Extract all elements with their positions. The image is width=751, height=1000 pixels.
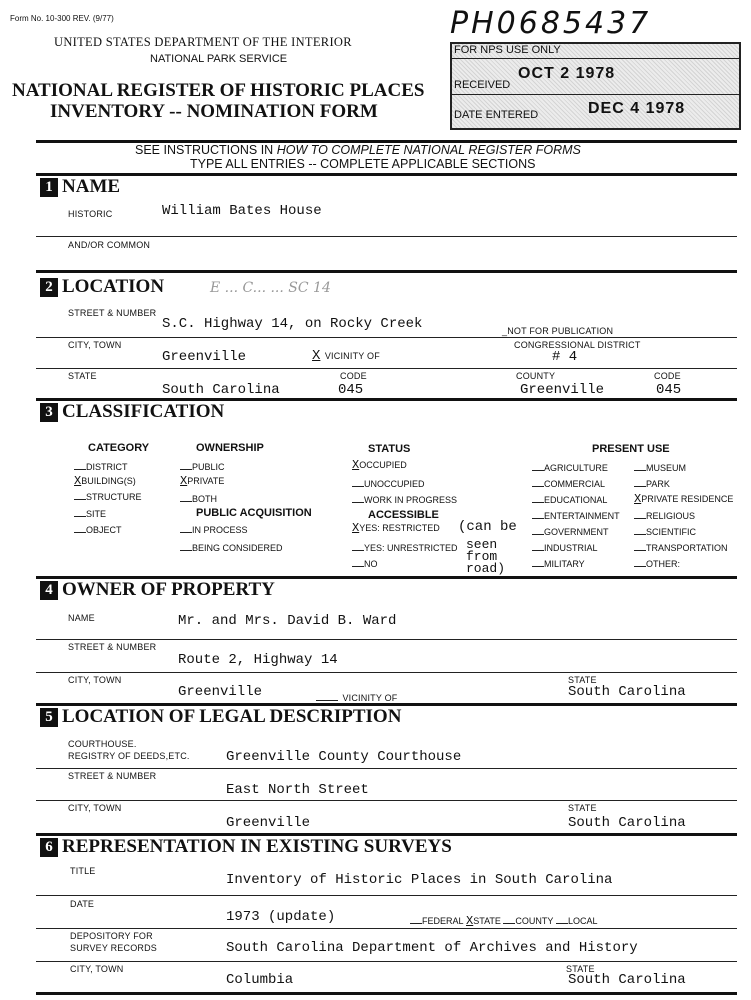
access-note-3: from bbox=[466, 549, 498, 564]
not-for-publication: _NOT FOR PUBLICATION bbox=[502, 326, 614, 336]
access-note-4: road) bbox=[466, 561, 506, 576]
use-educational: EDUCATIONAL bbox=[532, 494, 607, 505]
legal-city: Greenville bbox=[226, 815, 311, 831]
handwritten-reference-number: PH0685437 bbox=[450, 6, 652, 41]
faint-handwriting: E ... C... ... SC 14 bbox=[210, 280, 331, 296]
survey-state: South Carolina bbox=[568, 972, 686, 988]
use-religious: RELIGIOUS bbox=[634, 510, 695, 521]
category-buildings: XBUILDING(S) bbox=[74, 474, 136, 488]
public-acquisition-heading: PUBLIC ACQUISITION bbox=[196, 507, 312, 519]
use-museum: MUSEUM bbox=[634, 462, 686, 473]
acquisition-in-process: IN PROCESS bbox=[180, 524, 248, 535]
form-title-line1: NATIONAL REGISTER OF HISTORIC PLACES bbox=[12, 80, 425, 101]
survey-city: Columbia bbox=[226, 972, 294, 988]
legal-state-label: STATE bbox=[568, 803, 597, 813]
location-state: South Carolina bbox=[162, 382, 280, 398]
use-government: GOVERNMENT bbox=[532, 526, 609, 537]
section-number: 5 bbox=[40, 708, 58, 727]
category-site: SITE bbox=[74, 508, 106, 519]
owner-city-label: CITY, TOWN bbox=[68, 675, 122, 685]
ownership-private: XPRIVATE bbox=[180, 474, 225, 488]
use-military: MILITARY bbox=[532, 558, 585, 569]
state-label: STATE bbox=[68, 371, 97, 381]
owner-state-label: STATE bbox=[568, 675, 597, 685]
section-title-legal-description: LOCATION OF LEGAL DESCRIPTION bbox=[62, 706, 402, 727]
congressional-district-label: CONGRESSIONAL DISTRICT bbox=[514, 340, 641, 350]
date-entered-value: DEC 4 1978 bbox=[588, 100, 686, 117]
county-code: 045 bbox=[656, 382, 682, 398]
received-date: OCT 2 1978 bbox=[518, 65, 616, 82]
code-label: CODE bbox=[654, 371, 681, 381]
use-entertainment: ENTERTAINMENT bbox=[532, 510, 620, 521]
legal-street: East North Street bbox=[226, 782, 369, 798]
access-no: NO bbox=[352, 558, 378, 569]
section-title-surveys: REPRESENTATION IN EXISTING SURVEYS bbox=[62, 836, 452, 857]
street-number-label: STREET & NUMBER bbox=[68, 308, 157, 318]
survey-title-label: TITLE bbox=[70, 866, 96, 876]
ownership-heading: OWNERSHIP bbox=[196, 442, 264, 454]
owner-state: South Carolina bbox=[568, 684, 686, 700]
historic-name: William Bates House bbox=[162, 203, 322, 219]
acquisition-being-considered: BEING CONSIDERED bbox=[180, 542, 283, 553]
form-number: Form No. 10-300 REV. (9/77) bbox=[10, 14, 114, 23]
depository: South Carolina Department of Archives and History bbox=[226, 940, 638, 956]
courthouse: Greenville County Courthouse bbox=[226, 749, 462, 765]
section-number: 1 bbox=[40, 178, 58, 197]
section-title-owner: OWNER OF PROPERTY bbox=[62, 579, 275, 600]
section-number: 4 bbox=[40, 581, 58, 600]
legal-state: South Carolina bbox=[568, 815, 686, 831]
location-city: Greenville bbox=[162, 349, 247, 365]
date-entered-label: DATE ENTERED bbox=[454, 109, 539, 121]
nps-use-only-box bbox=[450, 42, 741, 130]
owner-city: Greenville bbox=[178, 684, 263, 700]
department-name: UNITED STATES DEPARTMENT OF THE INTERIOR bbox=[54, 35, 352, 49]
survey-city-label: CITY, TOWN bbox=[70, 964, 124, 974]
section-title-name: NAME bbox=[62, 176, 121, 197]
county-label: COUNTY bbox=[516, 371, 556, 381]
ownership-both: BOTH bbox=[180, 493, 217, 504]
survey-title: Inventory of Historic Places in South Carolina bbox=[226, 872, 613, 888]
location-street: S.C. Highway 14, on Rocky Creek bbox=[162, 316, 423, 332]
category-heading: CATEGORY bbox=[88, 442, 150, 454]
common-name-label: AND/OR COMMON bbox=[68, 240, 151, 250]
owner-vicinity: VICINITY OF bbox=[316, 688, 398, 706]
depository-label-2: SURVEY RECORDS bbox=[70, 943, 157, 953]
owner-name-label: NAME bbox=[68, 613, 95, 623]
owner-street: Route 2, Highway 14 bbox=[178, 652, 338, 668]
use-scientific: SCIENTIFIC bbox=[634, 526, 696, 537]
legal-city-label: CITY, TOWN bbox=[68, 803, 122, 813]
section-title-classification: CLASSIFICATION bbox=[62, 401, 225, 422]
access-note-2: seen bbox=[466, 537, 498, 552]
received-label: RECEIVED bbox=[454, 79, 511, 91]
vicinity-checkbox: X VICINITY OF bbox=[312, 348, 380, 364]
survey-state-label: STATE bbox=[566, 964, 595, 974]
state-code: 045 bbox=[338, 382, 364, 398]
status-unoccupied: UNOCCUPIED bbox=[352, 478, 425, 489]
use-other: OTHER: bbox=[634, 558, 680, 569]
nps-box-label: FOR NPS USE ONLY bbox=[454, 44, 561, 56]
courthouse-label-1: COURTHOUSE. bbox=[68, 739, 137, 749]
section-title-location: LOCATION bbox=[62, 276, 165, 297]
city-town-label: CITY, TOWN bbox=[68, 340, 122, 350]
status-occupied: XOCCUPIED bbox=[352, 458, 407, 472]
category-district: DISTRICT bbox=[74, 461, 128, 472]
code-label: CODE bbox=[340, 371, 367, 381]
access-note-1: (can be bbox=[458, 519, 517, 535]
owner-name: Mr. and Mrs. David B. Ward bbox=[178, 613, 397, 629]
use-private-residence: XPRIVATE RESIDENCE bbox=[634, 492, 734, 506]
access-yes-restricted: XYES: RESTRICTED bbox=[352, 521, 440, 535]
legal-street-label: STREET & NUMBER bbox=[68, 771, 157, 781]
use-park: PARK bbox=[634, 478, 670, 489]
service-name: NATIONAL PARK SERVICE bbox=[150, 53, 288, 65]
congressional-district: # 4 bbox=[552, 349, 578, 365]
historic-label: HISTORIC bbox=[68, 209, 113, 219]
instructions-line2: TYPE ALL ENTRIES -- COMPLETE APPLICABLE SECTIONS bbox=[190, 157, 536, 171]
depository-label-1: DEPOSITORY FOR bbox=[70, 931, 153, 941]
owner-street-label: STREET & NUMBER bbox=[68, 642, 157, 652]
use-transportation: TRANSPORTATION bbox=[634, 542, 728, 553]
courthouse-label-2: REGISTRY OF DEEDS,ETC. bbox=[68, 751, 190, 761]
access-yes-unrestricted: YES: UNRESTRICTED bbox=[352, 542, 458, 553]
category-object: OBJECT bbox=[74, 524, 122, 535]
section-number: 2 bbox=[40, 278, 58, 297]
section-number: 3 bbox=[40, 403, 58, 422]
form-title-line2: INVENTORY -- NOMINATION FORM bbox=[50, 101, 378, 122]
survey-level: FEDERAL XSTATE COUNTY LOCAL bbox=[410, 914, 597, 928]
status-heading: STATUS bbox=[368, 443, 411, 455]
location-county: Greenville bbox=[520, 382, 605, 398]
use-commercial: COMMERCIAL bbox=[532, 478, 605, 489]
use-industrial: INDUSTRIAL bbox=[532, 542, 598, 553]
status-work-in-progress: WORK IN PROGRESS bbox=[352, 494, 457, 505]
survey-date-label: DATE bbox=[70, 899, 95, 909]
ownership-public: PUBLIC bbox=[180, 461, 225, 472]
accessible-heading: ACCESSIBLE bbox=[368, 509, 439, 521]
section-number: 6 bbox=[40, 838, 58, 857]
use-agriculture: AGRICULTURE bbox=[532, 462, 608, 473]
instructions-line1: SEE INSTRUCTIONS IN HOW TO COMPLETE NATIONAL REGISTER FORMS bbox=[135, 143, 581, 157]
survey-date: 1973 (update) bbox=[226, 909, 336, 925]
category-structure: STRUCTURE bbox=[74, 491, 142, 502]
present-use-heading: PRESENT USE bbox=[592, 443, 670, 455]
